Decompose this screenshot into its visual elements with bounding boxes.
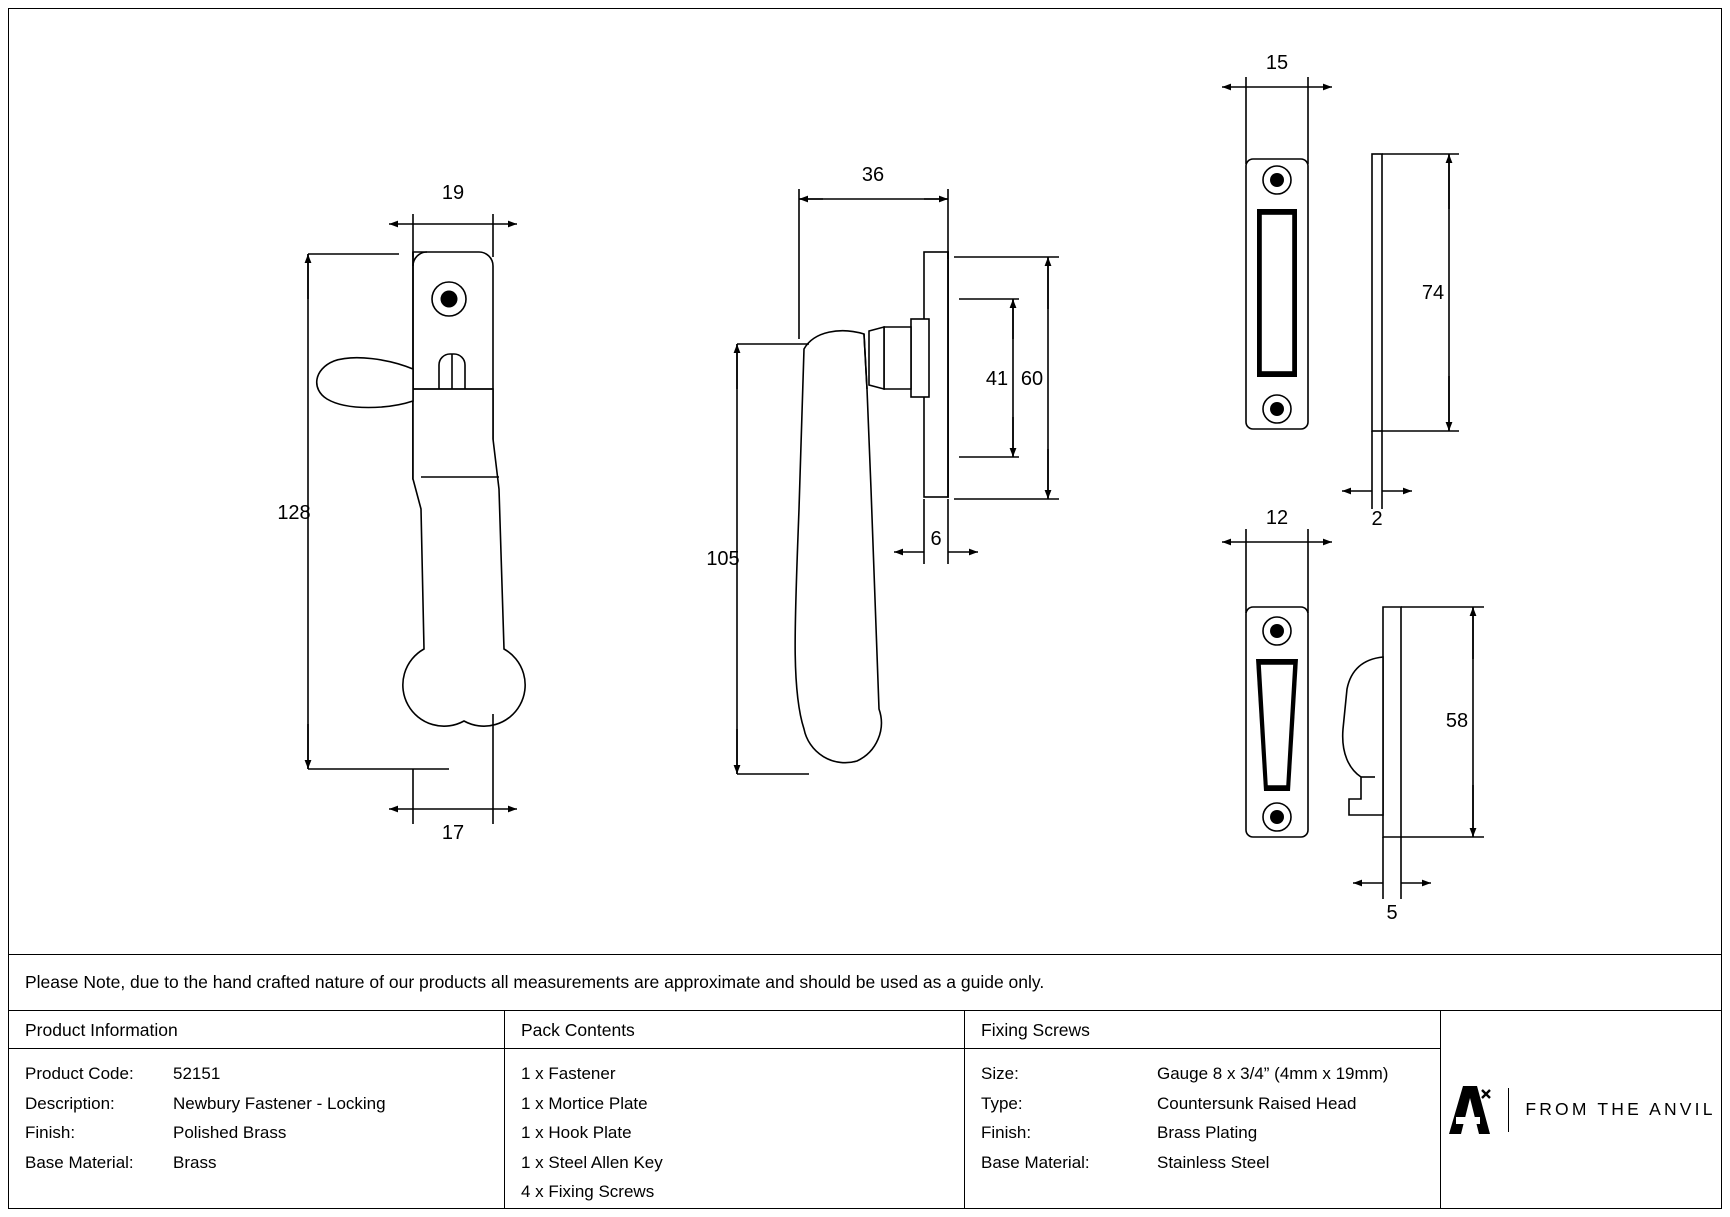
list-item: 1 x Fastener (521, 1064, 616, 1083)
list-item: 1 x Hook Plate (521, 1123, 632, 1142)
hook-plate-front (1246, 607, 1308, 837)
screw-base-material-value: Stainless Steel (1157, 1152, 1270, 1172)
mortice-plate-side (1372, 154, 1382, 431)
dim-15 (1222, 77, 1332, 164)
anvil-a-logo-icon (1446, 1084, 1492, 1136)
svg-text:58: 58 (1445, 710, 1469, 732)
description-label: Description: (25, 1093, 115, 1113)
screw-finish-label: Finish: (981, 1123, 1032, 1142)
dim-2 (1342, 431, 1412, 509)
fixing-screws-column (965, 1011, 1441, 1208)
table-row (981, 1118, 1440, 1148)
front-view-fastener (317, 252, 525, 726)
product-information-heading: Product Information (9, 1011, 504, 1049)
svg-text:60: 60 (1020, 368, 1044, 390)
screw-type-value: Countersunk Raised Head (1157, 1093, 1357, 1113)
dim-12 (1222, 529, 1332, 613)
pack-contents-body (505, 1049, 964, 1207)
table-row (981, 1148, 1440, 1178)
svg-text:15: 15 (1265, 52, 1289, 74)
table-row (25, 1089, 504, 1119)
technical-drawing (9, 9, 1721, 954)
fixing-screws-body (965, 1049, 1440, 1177)
svg-text:128: 128 (277, 502, 311, 524)
table-row (25, 1059, 504, 1089)
table-row (981, 1059, 1440, 1089)
screw-type-label: Type: (981, 1093, 1023, 1113)
brand-logo (1441, 1011, 1721, 1208)
product-code-label: Product Code: (25, 1064, 134, 1083)
finish-value: Polished Brass (173, 1123, 287, 1142)
pack-contents-column (505, 1011, 965, 1208)
screw-base-material-label: Base Material: (981, 1152, 1090, 1172)
svg-text:2: 2 (1371, 508, 1383, 530)
table-row (981, 1089, 1440, 1119)
side-view-fastener (795, 252, 948, 763)
fixing-screws-heading: Fixing Screws (965, 1011, 1440, 1049)
screw-size-label: Size: (981, 1064, 1019, 1083)
product-information-body (9, 1049, 504, 1177)
svg-text:5: 5 (1386, 902, 1398, 924)
brand-column (1441, 1011, 1721, 1208)
svg-text:17: 17 (441, 822, 465, 844)
svg-text:6: 6 (930, 528, 942, 550)
finish-label: Finish: (25, 1123, 76, 1142)
measurement-note-bar (9, 954, 1721, 1010)
mortice-plate-front (1246, 159, 1308, 429)
list-item: 1 x Mortice Plate (521, 1093, 648, 1113)
dim-58 (1401, 607, 1484, 837)
brand-name: FROM THE ANVIL (1525, 1099, 1716, 1119)
description-value: Newbury Fastener - Locking (173, 1093, 386, 1113)
svg-text:19: 19 (441, 182, 465, 204)
base-material-label: Base Material: (25, 1152, 134, 1172)
logo-divider (1508, 1088, 1509, 1132)
svg-text:12: 12 (1265, 507, 1289, 529)
hook-plate-side (1343, 607, 1401, 837)
list-item: 4 x Fixing Screws (521, 1182, 655, 1201)
screw-size-value: Gauge 8 x 3/4” (4mm x 19mm) (1157, 1064, 1389, 1083)
dim-5 (1353, 837, 1431, 899)
table-row (25, 1148, 504, 1178)
base-material-value: Brass (173, 1152, 217, 1172)
spec-sheet (8, 8, 1722, 1209)
svg-text:36: 36 (861, 164, 885, 186)
product-information-column (9, 1011, 505, 1208)
table-row (25, 1118, 504, 1148)
screw-finish-value: Brass Plating (1157, 1123, 1258, 1142)
measurement-note-text: Please Note, due to the hand crafted nature of our products all measurements are approximate and should be used as a guide only. (25, 972, 1045, 992)
list-item: 1 x Steel Allen Key (521, 1152, 663, 1172)
pack-contents-heading: Pack Contents (505, 1011, 964, 1049)
product-code-value: 52151 (173, 1064, 221, 1083)
info-table (9, 1010, 1721, 1208)
svg-text:74: 74 (1421, 282, 1445, 304)
dim-19 (389, 214, 517, 257)
svg-text:105: 105 (706, 548, 740, 570)
svg-text:41: 41 (985, 368, 1009, 390)
dim-74 (1382, 154, 1459, 431)
